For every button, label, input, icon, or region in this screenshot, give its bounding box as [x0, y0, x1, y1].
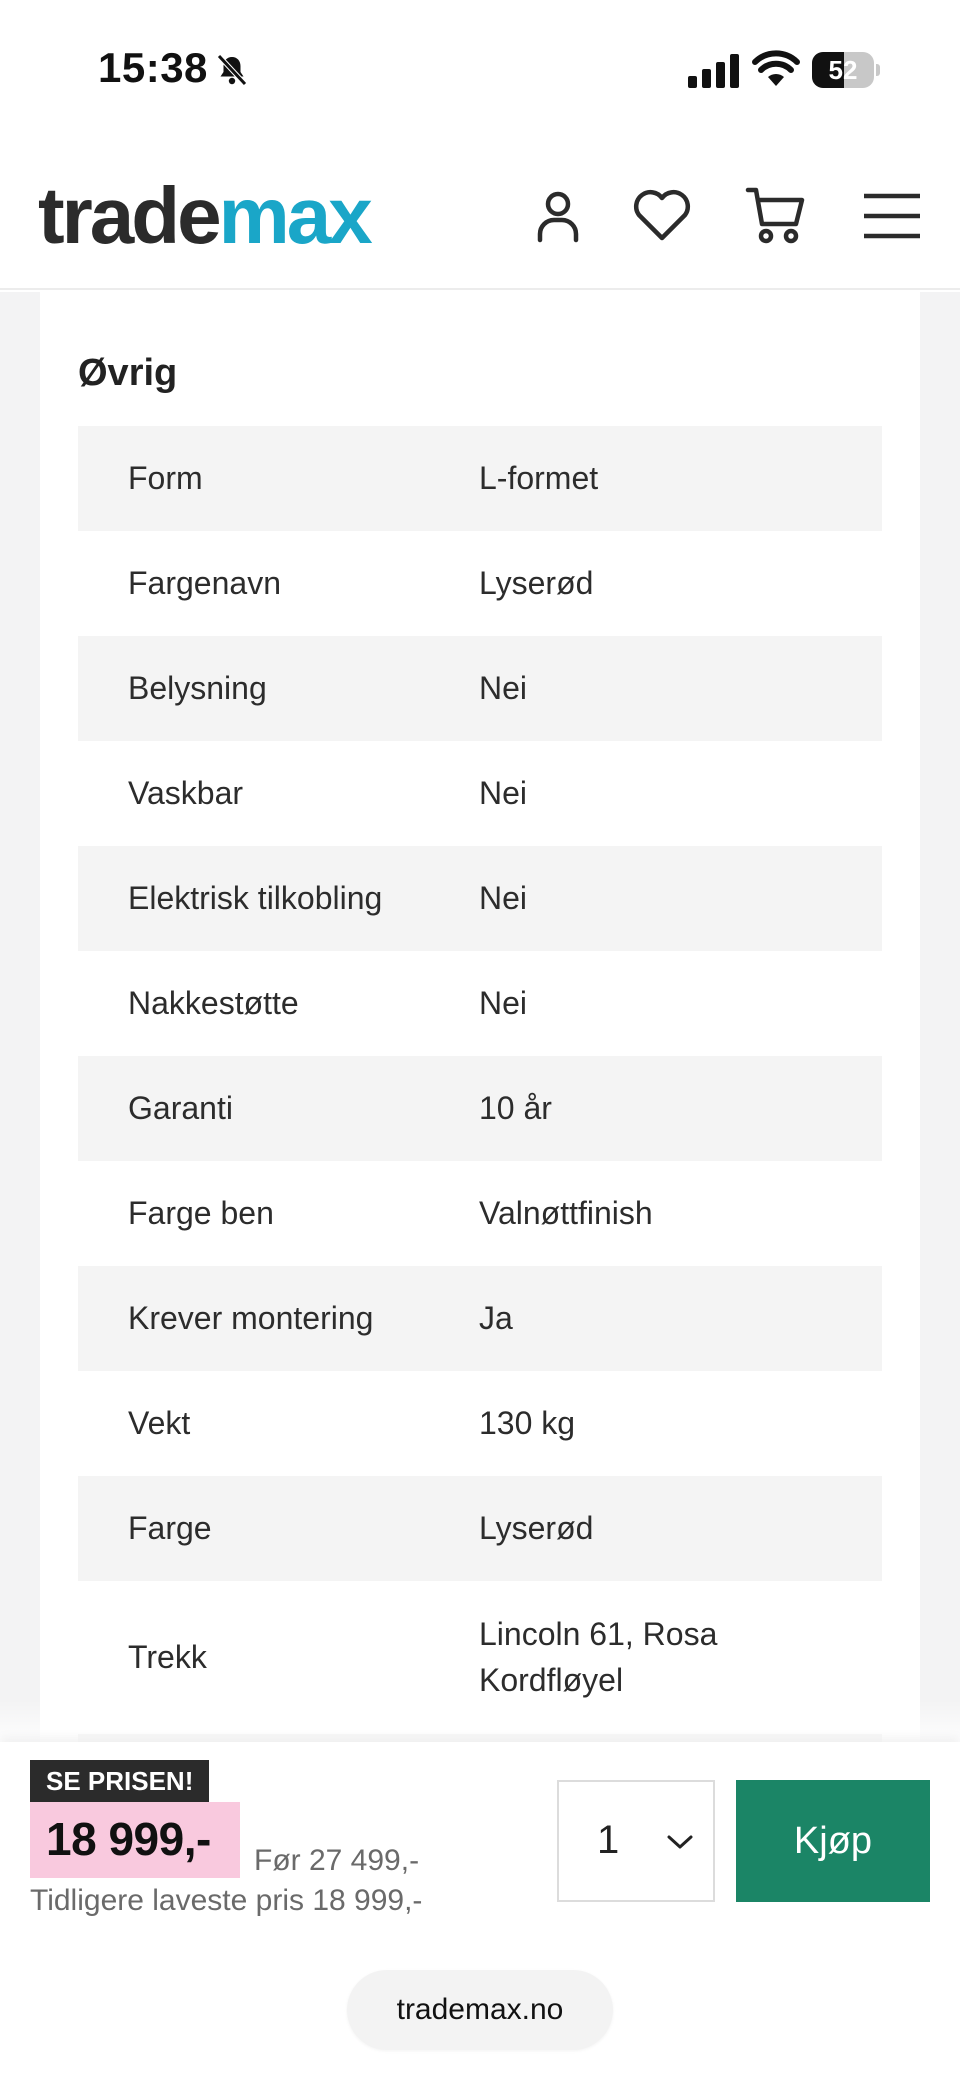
cart-icon[interactable] [744, 184, 808, 248]
spec-row [78, 1476, 882, 1581]
spec-row [78, 1161, 882, 1266]
price-highlight [30, 1802, 240, 1878]
spec-label: Krever montering [128, 1300, 374, 1336]
spec-value: Lincoln 61, Rosa Kordfløyel [479, 1615, 718, 1698]
logo-text-max: max [218, 171, 370, 260]
buy-button[interactable]: Kjøp [736, 1780, 930, 1902]
spec-label: Belysning [128, 670, 267, 706]
section-title: Øvrig [78, 352, 178, 394]
battery-percent: 52 [828, 55, 858, 85]
menu-icon[interactable] [860, 184, 924, 248]
scroll-fade [0, 1700, 960, 1742]
spec-row [78, 1056, 882, 1161]
spec-label: Form [128, 460, 203, 496]
promo-badge: SE PRISEN! [30, 1760, 209, 1802]
spec-row [78, 636, 882, 741]
spec-row [78, 846, 882, 951]
spec-value: Ja [479, 1300, 513, 1337]
quantity-select[interactable] [557, 1780, 715, 1902]
spec-table [78, 426, 882, 1733]
spec-label: Vekt [128, 1405, 191, 1441]
spec-label: Farge ben [128, 1195, 274, 1231]
site-header [0, 140, 960, 290]
heart-icon[interactable] [630, 184, 694, 248]
spec-label: Elektrisk tilkobling [128, 880, 383, 916]
spec-row [78, 1371, 882, 1476]
spec-value: Lyserød [479, 1510, 594, 1547]
current-price: 18 999,- [46, 1813, 211, 1865]
signal-icon [688, 54, 740, 88]
browser-url-bar[interactable]: trademax.no [347, 1970, 613, 2050]
chevron-down-icon [665, 1832, 695, 1852]
status-time: 15:38 [98, 44, 208, 91]
battery-indicator [812, 52, 880, 88]
spec-label: Nakkestøtte [128, 985, 299, 1021]
spec-value: Valnøttfinish [479, 1195, 653, 1232]
spec-label: Farge [128, 1510, 212, 1546]
user-icon[interactable] [526, 184, 590, 248]
trademax-logo[interactable] [38, 171, 370, 260]
spec-label: Trekk [128, 1638, 207, 1675]
status-bar [0, 0, 960, 140]
before-price: Før 27 499,- [254, 1844, 420, 1877]
spec-label: Vaskbar [128, 775, 244, 811]
spec-value: Nei [479, 985, 528, 1022]
spec-row [78, 426, 882, 531]
spec-row [78, 531, 882, 636]
spec-value: Lyserød [479, 565, 594, 602]
spec-row [78, 1266, 882, 1371]
spec-value: 130 kg [479, 1405, 576, 1442]
spec-row [78, 951, 882, 1056]
spec-value: Nei [479, 670, 528, 707]
sticky-buy-bar [0, 1742, 960, 2081]
wifi-icon [752, 50, 800, 88]
lowest-price-note: Tidligere laveste pris 18 999,- [30, 1884, 423, 1917]
spec-label: Fargenavn [128, 565, 281, 601]
bell-slash-icon [214, 52, 250, 88]
specs-card [40, 292, 920, 1742]
logo-text-trade: trade [38, 171, 219, 260]
spec-row [78, 741, 882, 846]
quantity-value: 1 [597, 1818, 620, 1862]
spec-value: L-formet [479, 460, 599, 497]
spec-value: Nei [479, 880, 528, 917]
spec-label: Garanti [128, 1090, 233, 1126]
spec-value: 10 år [479, 1090, 552, 1127]
spec-value: Nei [479, 775, 528, 812]
